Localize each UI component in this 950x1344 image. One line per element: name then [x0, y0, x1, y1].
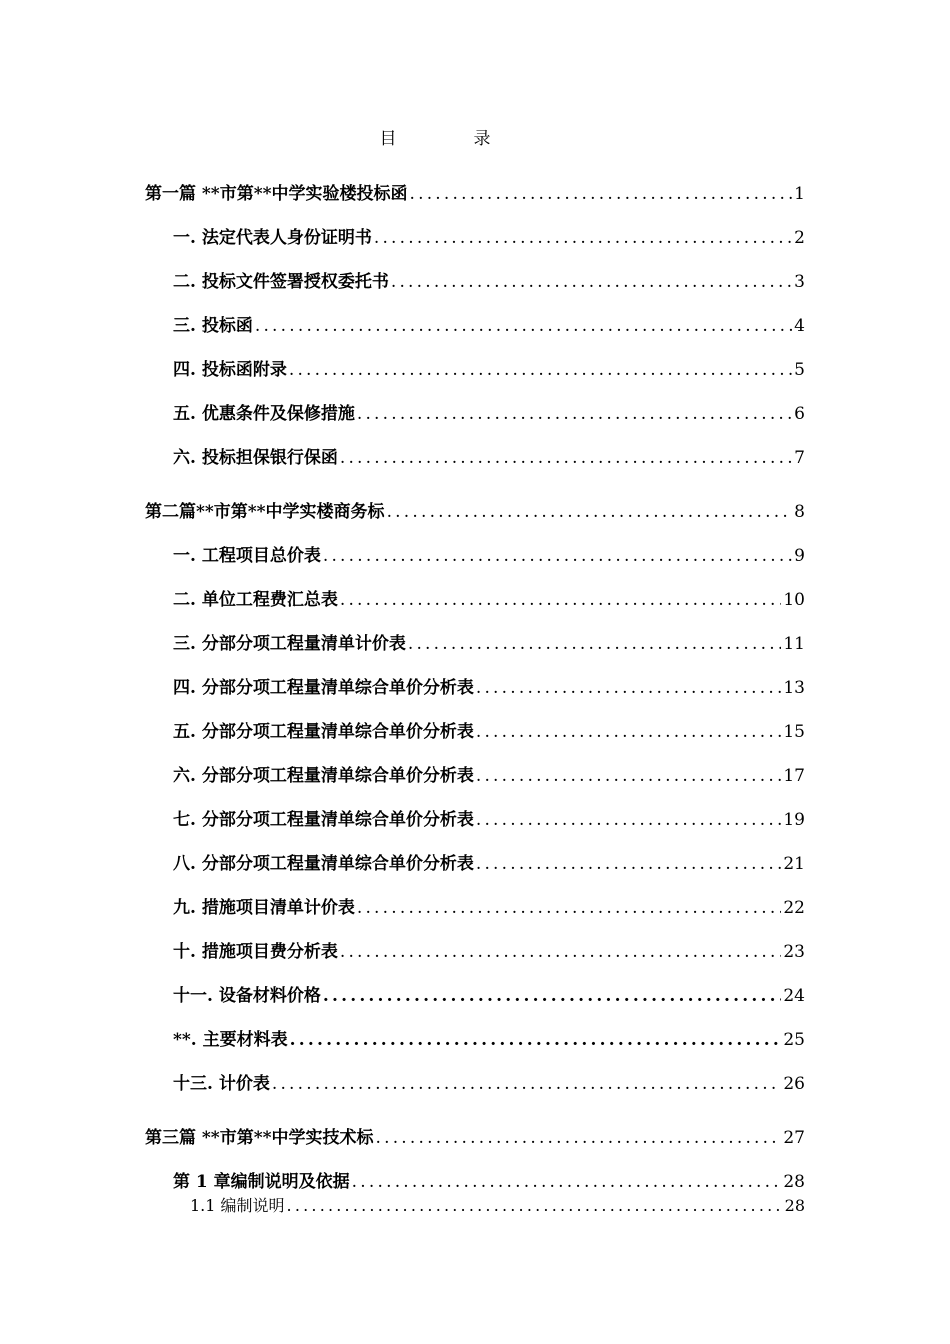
dot-leader	[323, 546, 792, 566]
toc-entry-label: 十一. 设备材料价格	[173, 986, 321, 1006]
toc-entry[interactable]	[173, 981, 805, 1006]
toc-page-number: 22	[783, 898, 805, 918]
toc-entry-label: 1.1 编制说明	[190, 1196, 285, 1215]
toc-entry[interactable]	[173, 399, 805, 424]
toc-page-number: 19	[783, 810, 805, 830]
toc-page-number: 27	[783, 1128, 805, 1148]
dot-leader	[340, 590, 782, 610]
toc-entry[interactable]	[173, 267, 805, 292]
toc-entry-label: 第一篇 **市第**中学实验楼投标函	[145, 184, 408, 204]
toc-entry[interactable]	[173, 311, 805, 336]
toc-entry-label: 十. 措施项目费分析表	[173, 942, 338, 962]
dot-leader	[255, 316, 792, 336]
toc-page-number: 28	[784, 1196, 805, 1215]
toc-entry-label: 三. 投标函	[173, 316, 253, 336]
toc-page-number: 1	[794, 184, 805, 204]
dot-leader	[375, 1128, 781, 1148]
toc-entry-label: 八. 分部分项工程量清单综合单价分析表	[173, 854, 474, 874]
toc-entry-label: 五. 分部分项工程量清单综合单价分析表	[173, 722, 474, 742]
toc-page-number: 21	[783, 854, 805, 874]
toc-entry[interactable]	[173, 761, 805, 786]
toc-page-number: 24	[783, 986, 805, 1006]
dot-leader	[476, 678, 782, 698]
dot-leader	[357, 898, 782, 918]
toc-entry[interactable]	[173, 223, 805, 248]
toc-page-number: 3	[794, 272, 805, 292]
dot-leader	[476, 810, 782, 830]
toc-page-number: 15	[783, 722, 805, 742]
toc-entry-label: 第二篇**市第**中学实楼商务标	[145, 502, 385, 522]
toc-entry-label: 七. 分部分项工程量清单综合单价分析表	[173, 810, 474, 830]
dot-leader	[374, 228, 792, 248]
dot-leader	[476, 854, 782, 874]
toc-entry-label: 九. 措施项目清单计价表	[173, 898, 355, 918]
toc-page-number: 13	[783, 678, 805, 698]
dot-leader	[357, 404, 792, 424]
toc-entry-label: **. 主要材料表	[173, 1030, 288, 1050]
toc-page-number: 26	[783, 1074, 805, 1094]
toc-entry-label: 第三篇 **市第**中学实技术标	[145, 1128, 374, 1148]
dot-leader	[391, 272, 792, 292]
dot-leader	[409, 184, 792, 204]
toc-entry[interactable]	[173, 805, 805, 830]
dot-leader	[476, 766, 782, 786]
dot-leader	[272, 1074, 782, 1094]
toc-page-number: 17	[783, 766, 805, 786]
toc-entry[interactable]	[173, 443, 805, 468]
toc-entry-label: 四. 分部分项工程量清单综合单价分析表	[173, 678, 474, 698]
toc-entry[interactable]	[173, 541, 805, 566]
toc-entry-label: 第 1 章编制说明及依据	[173, 1172, 350, 1192]
dot-leader	[323, 986, 782, 1006]
dot-leader	[408, 634, 782, 654]
dot-leader	[289, 360, 792, 380]
toc-page-number: 6	[794, 404, 805, 424]
toc-entry[interactable]	[173, 849, 805, 874]
dot-leader	[352, 1172, 782, 1192]
dot-leader	[387, 502, 793, 522]
dot-leader	[340, 448, 792, 468]
toc-entry-chapter[interactable]	[173, 1167, 805, 1192]
toc-entry-label: 六. 分部分项工程量清单综合单价分析表	[173, 766, 474, 786]
toc-entry[interactable]	[173, 1025, 805, 1050]
toc-page-number: 5	[794, 360, 805, 380]
dot-leader	[290, 1030, 782, 1050]
toc-entry[interactable]	[173, 717, 805, 742]
toc-entry-label: 一. 工程项目总价表	[173, 546, 321, 566]
toc-entry[interactable]	[173, 1069, 805, 1094]
toc-page-number: 9	[794, 546, 805, 566]
toc-entry[interactable]	[173, 585, 805, 610]
toc-entry-subsection[interactable]	[190, 1193, 805, 1216]
toc-page-number: 10	[783, 590, 805, 610]
toc-entry[interactable]	[173, 673, 805, 698]
toc-entry-label: 十三. 计价表	[173, 1074, 270, 1094]
toc-page-number: 11	[783, 634, 805, 654]
toc-entry[interactable]	[173, 937, 805, 962]
toc-page-number: 8	[794, 502, 805, 522]
toc-entry-label: 六. 投标担保银行保函	[173, 448, 338, 468]
toc-entry[interactable]	[173, 629, 805, 654]
toc-page-number: 23	[783, 942, 805, 962]
toc-entry-label: 五. 优惠条件及保修措施	[173, 404, 355, 424]
toc-entry-part-2[interactable]	[145, 497, 805, 522]
toc-page-number: 28	[783, 1172, 805, 1192]
toc-entry-part-1[interactable]	[145, 179, 805, 204]
dot-leader	[287, 1196, 783, 1215]
toc-entry-label: 一. 法定代表人身份证明书	[173, 228, 372, 248]
toc-entry-label: 三. 分部分项工程量清单计价表	[173, 634, 406, 654]
toc-entry[interactable]	[173, 893, 805, 918]
toc-page-number: 4	[794, 316, 805, 336]
dot-leader	[340, 942, 782, 962]
toc-entry-part-3[interactable]	[145, 1123, 805, 1148]
toc-page-number: 2	[794, 228, 805, 248]
toc-entry-label: 二. 投标文件签署授权委托书	[173, 272, 389, 292]
toc-page-number: 25	[783, 1030, 805, 1050]
toc-entry[interactable]	[173, 355, 805, 380]
dot-leader	[476, 722, 782, 742]
toc-entry-label: 四. 投标函附录	[173, 360, 287, 380]
toc-page-number: 7	[794, 448, 805, 468]
toc-entry-label: 二. 单位工程费汇总表	[173, 590, 338, 610]
toc-title: 目 录	[379, 129, 521, 149]
